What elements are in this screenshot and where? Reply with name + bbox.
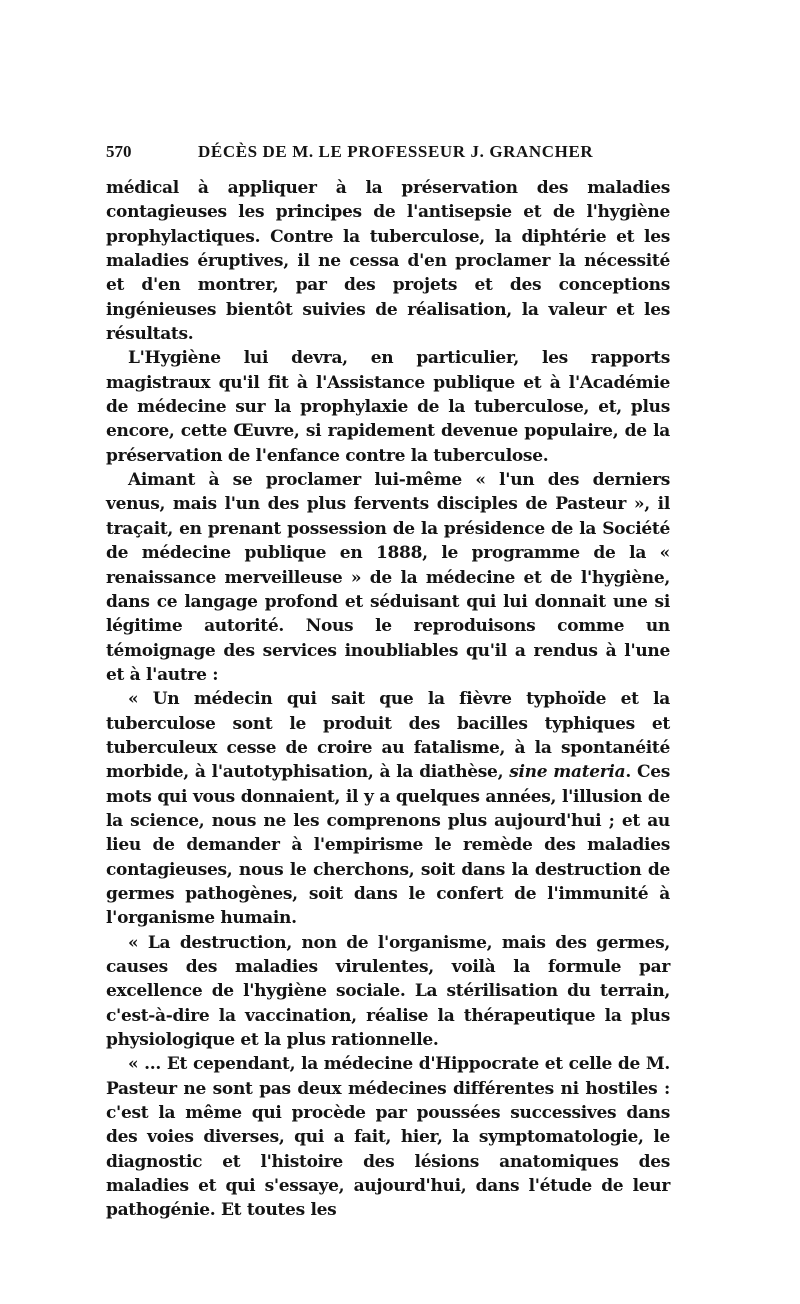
- paragraph-6-quote: « ... Et cependant, la médecine d'Hippocrate et celle de M. Pasteur ne sont pas deux médecines différentes ni hostiles : c'est la même qui procède par poussées successives dans des voies diverses, qui a fait, hier, la symptomatologie, le diagnostic et l'histoire des lésions anatomiques des maladies et qui s'essaye, aujourd'hui, dans l'étude de leur pathogénie. Et toutes les: [106, 1054, 670, 1221]
- body-text: [106, 176, 670, 1223]
- running-header: [106, 142, 676, 166]
- paragraph-1: médical à appliquer à la préservation des maladies contagieuses les principes de l'antisepsie et de l'hygiène prophylactiques. Contre la tuberculose, la diphtérie et les maladies éruptives, il ne cessa d'en proclamer la nécessité et d'en montrer, par des projets et des conceptions ingénieuses bientôt suivies de réalisation, la valeur et les résultats.: [106, 178, 670, 345]
- page-number: 570: [106, 142, 132, 161]
- paragraph-4-quote: [106, 687, 670, 930]
- running-title: DÉCÈS DE M. LE PROFESSEUR J. GRANCHER: [198, 142, 594, 161]
- italic-phrase: sine materia: [509, 762, 626, 783]
- paragraph-5-quote: « La destruction, non de l'organisme, mais des germes, causes des maladies virulentes, voilà la formule par excellence de l'hygiène sociale. La stérilisation du terrain, c'est-à-dire la vaccination, réalise la thérapeutique la plus physiologique et la plus rationnelle.: [106, 932, 670, 1051]
- paragraph-2: L'Hygiène lui devra, en particulier, les rapports magistraux qu'il fit à l'Assistance publique et à l'Académie de médecine sur la prophylaxie de la tuberculose, et, plus encore, cette Œuvre, si rapidement devenue populaire, de la préservation de l'enfance contre la tuberculose.: [106, 348, 670, 466]
- quote-text-before: « Un médecin qui sait que la fièvre typhoïde et la tuberculose sont le produit des bacilles typhiques et tuberculeux cesse de croire au fatalisme, à la spontanéité morbide, à l'autotyphisation, à la diathèse,: [106, 689, 670, 783]
- quote-text-after: . Ces mots qui vous donnaient, il y a quelques années, l'illusion de la science, nous ne les comprenons plus aujourd'hui ; et au lieu de demander à l'empirisme le remède des maladies contagieuses, nous le cherchons, soit dans la destruction de germes pathogènes, soit dans le confert de l'immunité à l'organisme humain.: [106, 762, 671, 929]
- paragraph-3: Aimant à se proclamer lui-même « l'un des derniers venus, mais l'un des plus fervents disciples de Pasteur », il traçait, en prenant possession de la présidence de la Société de médecine publique en 1888, le programme de la « renaissance merveilleuse » de la médecine et de l'hygiène, dans ce langage profond et séduisant qui lui donnait une si légitime autorité. Nous le reproduisons comme un témoignage des services inoubliables qu'il a rendus à l'une et à l'autre :: [106, 470, 670, 685]
